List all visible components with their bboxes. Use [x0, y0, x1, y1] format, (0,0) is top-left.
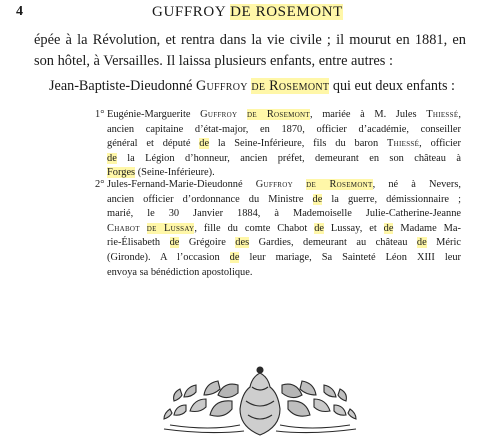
opening-paragraph: [34, 30, 466, 72]
entry-line: [107, 152, 461, 167]
running-title-highlight: DE ROSEMONT: [230, 4, 343, 20]
lineage-intro: [32, 76, 472, 96]
entry-highlight: de: [416, 237, 427, 249]
page-number: 4: [16, 4, 23, 19]
entry-text: Gardies, demeurant au château: [249, 237, 417, 249]
entry-highlight: de: [312, 193, 323, 205]
entry-highlight: Forges: [107, 167, 136, 179]
entry-line: marié, le 30 Janvier 1884, à Mademoiselle Julie-Catherine-Jeanne: [107, 208, 461, 220]
entry-highlight: de Rosemont: [246, 109, 310, 120]
entry-line: [107, 193, 461, 208]
entry-highlight: de Lussay: [146, 222, 195, 234]
entry-text: , fille du comte Chabot: [194, 222, 315, 234]
entry-text: , mariée à M. Jules: [310, 109, 427, 120]
entry-text: Jules-Fernand-Marie-Dieudonné: [107, 179, 256, 190]
entry-line: [95, 108, 461, 123]
entry-highlight: de Rosemont: [306, 179, 373, 190]
entry-text: leur mariage, Sa Sainteté Léon XIII leur: [239, 251, 461, 263]
intro-highlight: de Rosemont: [251, 78, 330, 94]
entry-line: [107, 137, 461, 152]
entry-surname: Thiessé: [426, 109, 459, 120]
running-title: [10, 4, 485, 21]
entry-surname: Guffroy: [255, 179, 293, 190]
entry-line: ancien capitaine d’état-major, en 1870, officier d’académie, conseiller: [107, 123, 461, 135]
entry-highlight: de: [199, 138, 210, 150]
entry-highlight: de: [169, 237, 180, 249]
paragraph-line: épée à la Révolution, et rentra dans la vie civile ; il mourut en 1881, en: [34, 32, 466, 48]
child-entry-2: [95, 178, 461, 280]
entry-text: (Seine-Inférieure).: [135, 167, 215, 179]
intro-surname: Guffroy: [195, 78, 248, 94]
intro-text: qui eut deux enfants :: [329, 78, 455, 94]
entry-text: ancien officier d’ordonnance du Ministre: [107, 193, 313, 205]
entry-surname: Chabot: [107, 222, 140, 234]
entry-text: la Seine-Inférieure, fils du baron: [209, 138, 387, 150]
entry-surname: Guffroy: [200, 109, 238, 120]
entry-text: , né à Nevers,: [372, 179, 461, 190]
entry-highlight: de: [314, 222, 324, 234]
entry-text: Eugénie-Marguerite: [107, 109, 201, 120]
decorative-ornament: [140, 365, 380, 437]
child-entry-1: [95, 108, 461, 181]
entry-text: Grégoire: [179, 237, 236, 249]
entry-line: [95, 178, 461, 193]
entry-text: Madame Ma-: [393, 222, 461, 234]
entry-text: Méric: [426, 237, 461, 249]
entry-line: envoya sa bénédiction apostolique.: [107, 266, 253, 278]
entry-highlight: de: [107, 152, 117, 164]
entry-surname: Thiessé: [387, 138, 420, 150]
entry-line: [107, 222, 461, 237]
running-title-name: GUFFROY: [152, 4, 226, 20]
entry-line: [107, 251, 461, 266]
entry-number: 2°: [95, 179, 105, 190]
entry-text: , officier: [419, 138, 461, 150]
paragraph-line: son hôtel, à Versailles. Il laissa plusieurs enfants, entre autres :: [34, 53, 394, 69]
entry-text: la guerre, démissionnaire ;: [322, 193, 461, 205]
entry-line: [107, 236, 461, 251]
page-header: [10, 4, 485, 22]
entry-number: 1°: [95, 109, 105, 120]
entry-text: rie-Élisabeth: [107, 237, 170, 249]
entry-highlight: de: [383, 222, 394, 234]
entry-text: la Légion d’honneur, ancien préfet, demeurant en son château à: [116, 152, 461, 164]
entry-highlight: des: [235, 237, 250, 249]
entry-text: général et député: [107, 138, 200, 150]
entry-highlight: de: [229, 251, 240, 263]
intro-text: Jean-Baptiste-Dieudonné: [49, 78, 196, 94]
entry-text: (Gironde). A l’occasion: [107, 251, 230, 263]
entry-text: ,: [458, 109, 461, 120]
entry-text: Lussay, et: [324, 222, 384, 234]
